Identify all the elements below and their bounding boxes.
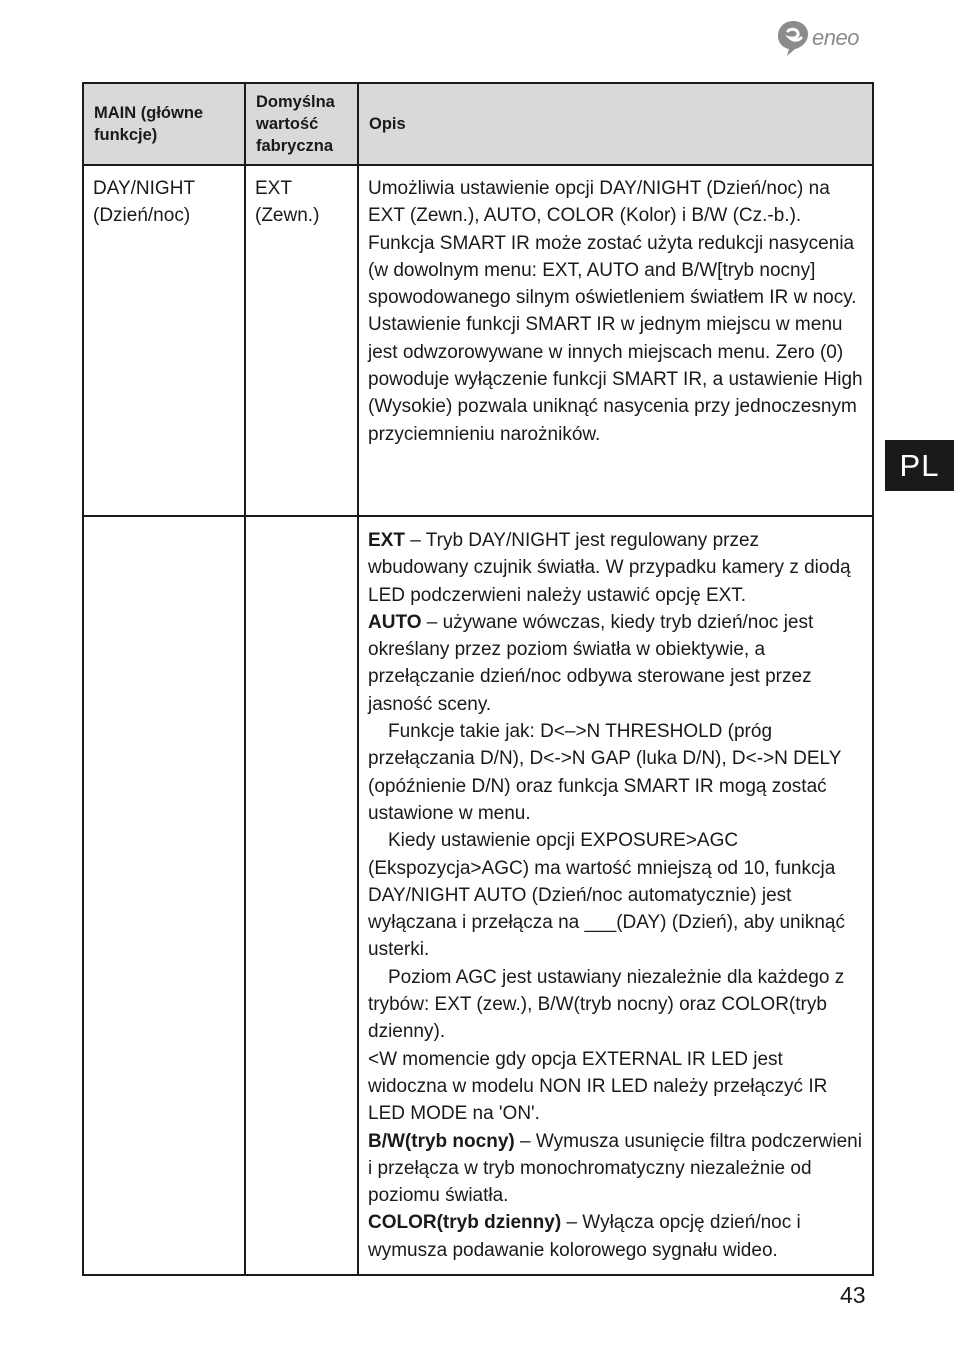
cell-default [245,165,358,516]
ir-led-note: <W momencie gdy opcja EXTERNAL IR LED jest widoczna w modelu NON IR LED należy przełączyć IR LED MODE na 'ON'. [368,1048,828,1125]
table-row [83,516,873,1275]
color-mode-label: COLOR(tryb dzienny) [368,1212,562,1234]
ext-mode-paragraph [368,527,863,609]
header-main-function: MAIN (główne funkcje) [83,83,245,165]
color-mode-paragraph [368,1209,863,1264]
description-paragraph: Ustawienie funkcji SMART IR w jednym miejscu w menu jest odwzorowywane w innych miejscach menu. Zero (0) powoduje wyłączenie funkcji SMART IR, a ustawienie High (Wysokie) pozwala uniknąć nasycenia przy jednoczesnym przyciemnieniu narożników. [368,314,863,445]
language-tab-pl: PL [885,440,954,491]
cell-default-empty [245,516,358,1275]
table-row [83,165,873,516]
color-mode-text: – Wyłącza opcję dzień/noc i wymusza podawanie kolorowego sygnału wideo. [368,1212,801,1261]
auto-mode-text: – używane wówczas, kiedy tryb dzień/noc jest określany przez poziom światła w obiektywie, a przełączanie dzień/noc odbywa sterowane jest przez jasność sceny. [368,611,814,715]
auto-mode-paragraph [368,609,863,718]
auto-mode-label: AUTO [368,611,422,633]
auto-agc-paragraph: Kiedy ustawienie opcji EXPOSURE>AGC (Ekspozycja>AGC) ma wartość mniejszą od 10, funkcja DAY/NIGHT AUTO (Dzień/noc automatycznie) jest wyłączana i przełącza na ___(DAY) (Dzień), aby uniknąć usterki. [368,830,845,961]
bw-mode-paragraph [368,1128,863,1210]
main-settings-table [82,82,874,1276]
default-value: EXT (Zewn.) [255,178,320,227]
cell-mode-descriptions [358,516,873,1275]
header-description: Opis [358,83,873,165]
function-name: DAY/NIGHT (Dzień/noc) [93,178,195,227]
table-header-row [83,83,873,165]
cell-description [358,165,873,516]
ext-mode-label: EXT [368,530,405,551]
description-paragraph: Funkcja SMART IR może zostać użyta redukcji nasycenia (w dowolnym menu: EXT, AUTO and B/W[tryb nocny] spowodowanego silnym oświetleniem światłem IR w nocy. [368,232,857,309]
bw-mode-text: – Wymusza usunięcie filtra podczerwieni i przełącza w tryb monochromatyczny niezależnie od poziomu światła. [368,1130,862,1207]
page-number: 43 [840,1282,866,1308]
eneo-logo-icon [776,19,810,57]
cell-function [83,165,245,516]
eneo-logo [776,18,859,58]
bw-mode-label: B/W(tryb nocny) [368,1130,515,1152]
header-default-value: Domyślna wartość fabryczna [245,83,358,165]
eneo-logo-text: eneo [812,25,859,50]
auto-functions-paragraph: Funkcje takie jak: D<–>N THRESHOLD (próg przełączania D/N), D<->N GAP (luka D/N), D<->N DELY (opóźnienie D/N) oraz funkcja SMART IR mogą zostać ustawione w menu. [368,721,842,824]
cell-function-empty [83,516,245,1275]
description-paragraph: Umożliwia ustawienie opcji DAY/NIGHT (Dzień/noc) na EXT (Zewn.), AUTO, COLOR (Kolor) i B/W (Cz.-b.). [368,178,830,227]
ext-mode-text: – Tryb DAY/NIGHT jest regulowany przez wbudowany czujnik światła. W przypadku kamery z diodą LED podczerwieni należy ustawić opcję EXT. [368,530,851,606]
agc-level-paragraph: Poziom AGC jest ustawiany niezależnie dla każdego z trybów: EXT (zew.), B/W(tryb nocny) oraz COLOR(tryb dzienny). [368,966,845,1043]
